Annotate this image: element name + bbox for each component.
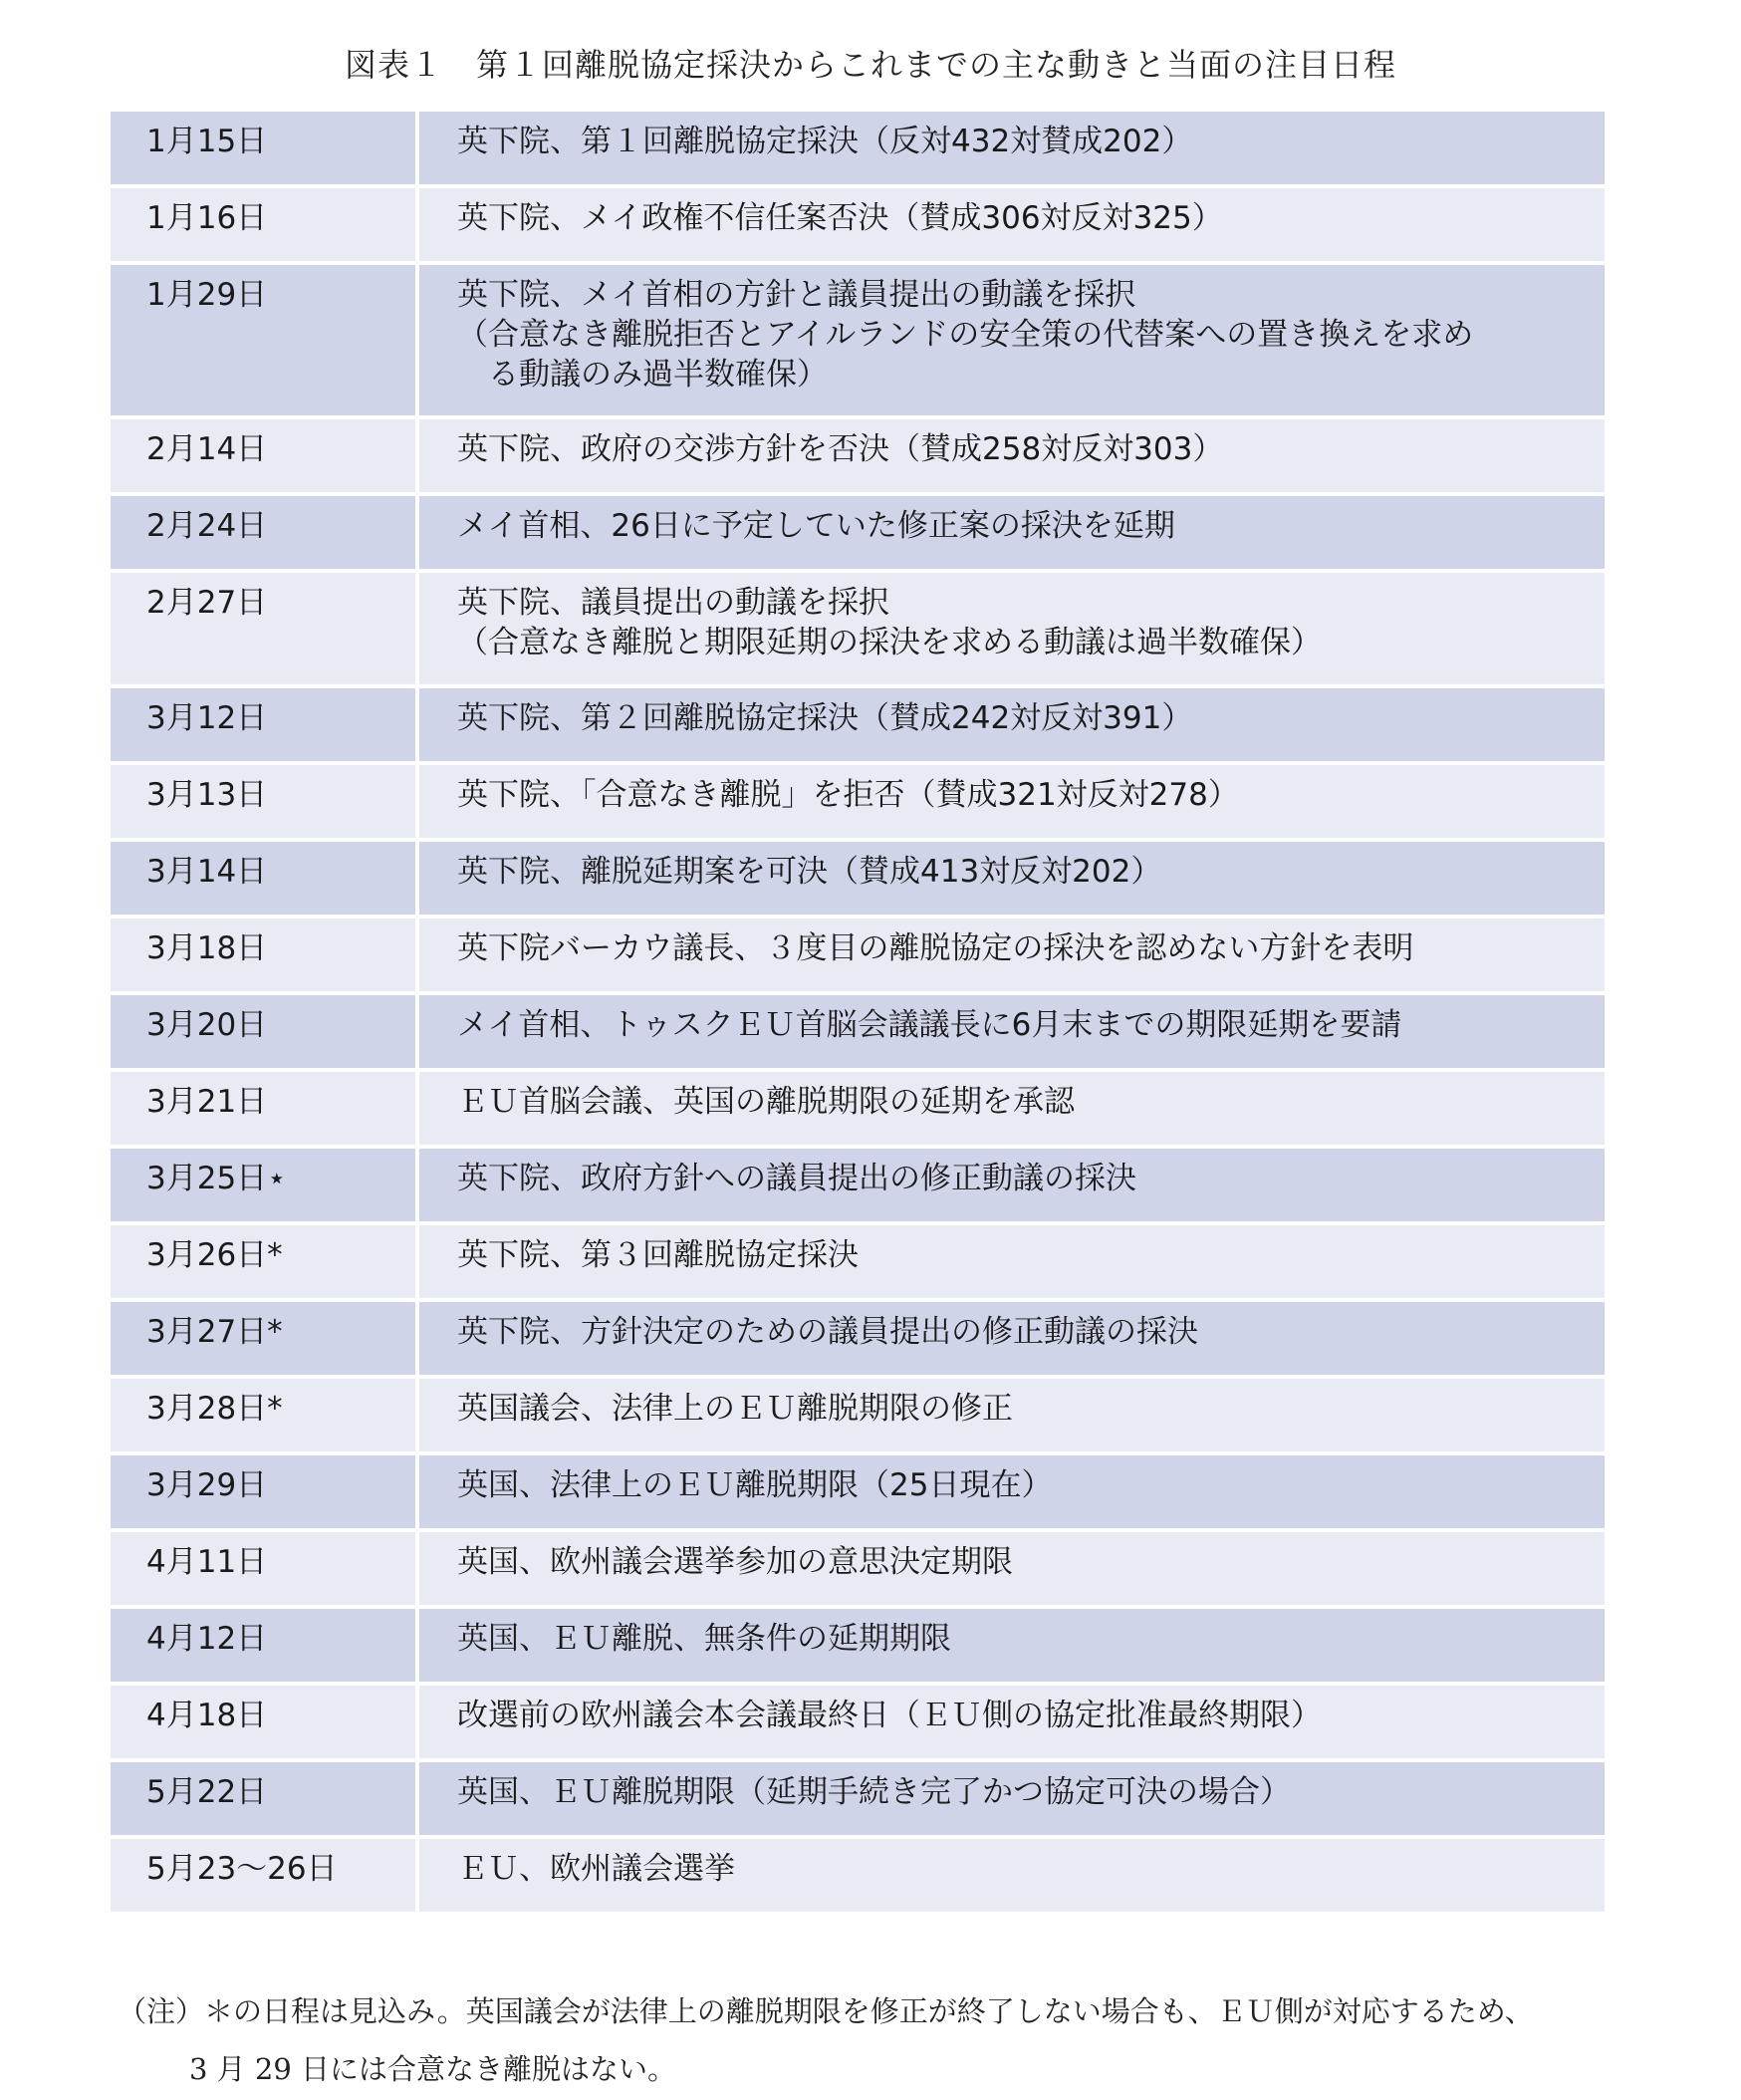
table-row xyxy=(111,765,1605,842)
row-event: 英下院、第２回離脱協定採決（賛成242対反対391） xyxy=(419,688,1605,765)
row-event: 英国、ＥＵ離脱、無条件の延期期限 xyxy=(419,1609,1605,1686)
row-date: 3月13日 xyxy=(111,765,419,842)
row-event: メイ首相、26日に予定していた修正案の採決を延期 xyxy=(419,496,1605,573)
row-event: 改選前の欧州議会本会議最終日（ＥＵ側の協定批准最終期限） xyxy=(419,1686,1605,1762)
table-row xyxy=(111,1609,1605,1686)
row-date: 5月23〜26日 xyxy=(111,1839,419,1916)
table-row xyxy=(111,1686,1605,1762)
row-event: 英下院、第１回離脱協定採決（反対432対賛成202） xyxy=(419,112,1605,188)
table-row xyxy=(111,1072,1605,1149)
row-date: 5月22日 xyxy=(111,1762,419,1839)
row-date: 1月15日 xyxy=(111,112,419,188)
row-event: 英国、ＥＵ離脱期限（延期手続き完了かつ協定可決の場合） xyxy=(419,1762,1605,1839)
row-date: 3月28日* xyxy=(111,1379,419,1455)
footnote-line-1: （注）＊の日程は見込み。英国議会が法律上の離脱期限を修正が終了しない場合も、ＥＵ側が対応するため、 xyxy=(118,1994,1534,2028)
table-row xyxy=(111,419,1605,496)
row-date: 1月29日 xyxy=(111,265,419,419)
row-date: 3月20日 xyxy=(111,995,419,1072)
row-date: 4月12日 xyxy=(111,1609,419,1686)
row-event: メイ首相、トゥスクＥＵ首脳会議議長に6月末までの期限延期を要請 xyxy=(419,995,1605,1072)
row-event: ＥＵ、欧州議会選挙 xyxy=(419,1839,1605,1916)
schedule-table-body xyxy=(111,112,1605,1916)
footnote xyxy=(118,1982,1631,2098)
row-date: 1月16日 xyxy=(111,188,419,265)
row-date: 3月25日⋆ xyxy=(111,1149,419,1225)
table-row xyxy=(111,995,1605,1072)
table-row xyxy=(111,1532,1605,1609)
row-event: 英下院、政府の交渉方針を否決（賛成258対反対303） xyxy=(419,419,1605,496)
row-event: 英国議会、法律上のＥＵ離脱期限の修正 xyxy=(419,1379,1605,1455)
table-row xyxy=(111,1839,1605,1916)
row-event: 英下院、離脱延期案を可決（賛成413対反対202） xyxy=(419,842,1605,919)
table-row xyxy=(111,188,1605,265)
table-row xyxy=(111,1302,1605,1379)
row-event: 英下院、政府方針への議員提出の修正動議の採決 xyxy=(419,1149,1605,1225)
schedule-table xyxy=(111,112,1605,1916)
table-row xyxy=(111,1225,1605,1302)
row-date: 4月11日 xyxy=(111,1532,419,1609)
row-event: 英下院、メイ首相の方針と議員提出の動議を採択 （合意なき離脱拒否とアイルランドの安全策の代替案への置き換えを求め る動議のみ過半数確保） xyxy=(419,265,1605,419)
row-event: 英下院、「合意なき離脱」を拒否（賛成321対反対278） xyxy=(419,765,1605,842)
table-row xyxy=(111,1379,1605,1455)
table-row xyxy=(111,688,1605,765)
row-date: 3月21日 xyxy=(111,1072,419,1149)
row-event: 英下院、第３回離脱協定採決 xyxy=(419,1225,1605,1302)
row-event: 英下院、議員提出の動議を採択 （合意なき離脱と期限延期の採決を求める動議は過半数確保） xyxy=(419,573,1605,688)
row-date: 3月26日* xyxy=(111,1225,419,1302)
row-event: 英国、法律上のＥＵ離脱期限（25日現在） xyxy=(419,1455,1605,1532)
row-date: 3月29日 xyxy=(111,1455,419,1532)
row-event: 英下院バーカウ議長、３度目の離脱協定の採決を認めない方針を表明 xyxy=(419,919,1605,995)
row-date: 3月18日 xyxy=(111,919,419,995)
row-event: 英下院、メイ政権不信任案否決（賛成306対反対325） xyxy=(419,188,1605,265)
table-row xyxy=(111,1455,1605,1532)
row-date: 4月18日 xyxy=(111,1686,419,1762)
row-event: 英下院、方針決定のための議員提出の修正動議の採決 xyxy=(419,1302,1605,1379)
row-date: 2月24日 xyxy=(111,496,419,573)
table-row xyxy=(111,919,1605,995)
table-row xyxy=(111,1149,1605,1225)
table-row xyxy=(111,842,1605,919)
table-row xyxy=(111,496,1605,573)
row-date: 2月14日 xyxy=(111,419,419,496)
row-date: 3月27日* xyxy=(111,1302,419,1379)
table-row xyxy=(111,112,1605,188)
row-date: 3月12日 xyxy=(111,688,419,765)
row-event: 英国、欧州議会選挙参加の意思決定期限 xyxy=(419,1532,1605,1609)
table-row xyxy=(111,265,1605,419)
table-row xyxy=(111,573,1605,688)
figure-title: 図表１ 第１回離脱協定採決からこれまでの主な動きと当面の注目日程 xyxy=(344,46,1396,84)
footnote-line-2: 3 月 29 日には合意なき離脱はない。 xyxy=(189,2052,677,2086)
table-row xyxy=(111,1762,1605,1839)
row-date: 3月14日 xyxy=(111,842,419,919)
row-date: 2月27日 xyxy=(111,573,419,688)
row-event: ＥＵ首脳会議、英国の離脱期限の延期を承認 xyxy=(419,1072,1605,1149)
